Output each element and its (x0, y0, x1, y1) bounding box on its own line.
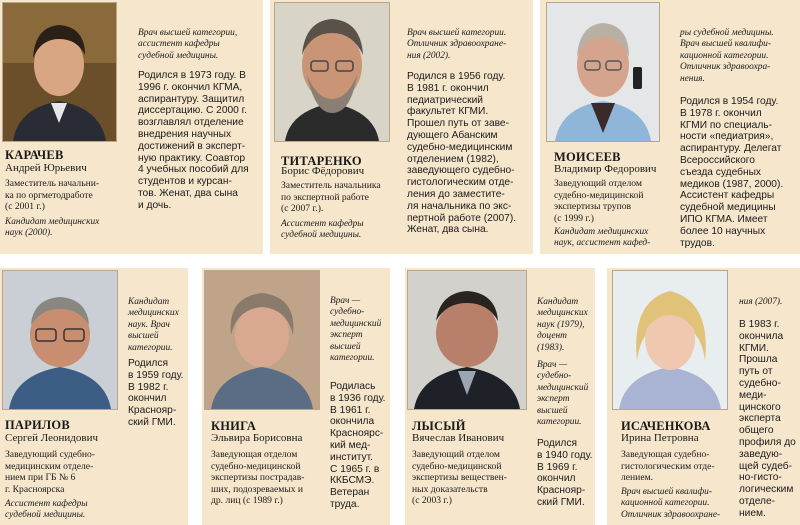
person-patronymic: Эльвира Борисовна (211, 432, 303, 444)
portrait-photo-parilov (2, 270, 118, 410)
person-bio: Родился в 1956 году. В 1981 г. окончил педиатрический факультет КГМИ. Прошел путь от заве- дующего Абанским судебно-медицинским отделением (1982), заведующего судебно- гистологическим отде- ления до заместите- ля начальника по экс- пертной работе (2007). Женат, два сына. (407, 71, 517, 236)
person-patronymic: Ирина Петровна (621, 432, 699, 444)
person-degree: Ассистент кафедры судебной медицины. (5, 499, 88, 521)
person-bio: Родился в 1959 году. В 1982 г. окончил Краснояр- ский ГМИ. (128, 358, 184, 428)
person-bio: Родился в 1940 году. В 1969 г. окончил Краснояр- ский ГМИ. (537, 438, 593, 508)
person-position: Заместитель начальника по экспертной работе (с 2007 г.). (281, 180, 381, 215)
person-degree: Ассистент кафедры судебной медицины. (281, 219, 364, 241)
person-patronymic: Андрей Юрьевич (5, 162, 87, 174)
person-position: Заместитель начальни- ка по оргметодработе (с 2001 г.) (5, 178, 100, 213)
person-title: Кандидат медицинских наук (1979), доцент (1983). (537, 297, 588, 353)
person-title: Врач высшей категории. Отличник здравоохране- ния (2002). (407, 28, 507, 61)
person-patronymic: Сергей Леонидович (5, 432, 98, 444)
person-patronymic: Владимир Федорович (554, 163, 657, 175)
person-degree: Врач высшей квалифи- кационной категории. Отличник здравоохране- (621, 487, 721, 520)
person-title-2: Врач — судебно- медицинский эксперт высшей категории. (537, 360, 589, 428)
person-bio: Родилась в 1936 году. В 1961 г. окончила Красноярс- кий мед- институт. С 1965 г. в ККБСМЭ. Ветеран труда. (330, 381, 386, 510)
portrait-photo-moiseev (546, 2, 660, 142)
person-bio: Родился в 1973 году. В 1996 г. окончил КГМА, аспирантуру. Защитил диссертацию. С 2000 г. возглавлял отделение внедрения научных достижений в эксперт- ную практику. Соавтор 4 учебных пособий для студентов и курсан- тов. Женат, два сына и дочь. (138, 70, 249, 211)
person-bio: Родился в 1954 году. В 1978 г. окончил КГМИ по специаль- ности «педиатрия», аспирантуру. Делегат Всероссийского съезда судебных медиков (1987, 2000). Ассистент кафедры судебной медицины ИПО КГМА. Имеет более 10 научных трудов. (680, 96, 784, 249)
person-surname: ЛЫСЫЙ (412, 419, 466, 433)
person-surname: ПАРИЛОВ (5, 418, 70, 432)
person-position: Заведующая отделом судебно-медицинской экспертизы пострадав- ших, подозреваемых и др. лиц (с 1989 г.) (211, 449, 305, 507)
person-title: ры судебной медицины. Врач высшей квалифи- кационной категории. Отличник здравоохра- нения. (680, 28, 774, 84)
portrait-photo-lysyi (407, 270, 527, 410)
person-surname: КАРАЧЕВ (5, 148, 64, 162)
portrait-photo-kniga (204, 270, 320, 410)
person-degree: Кандидат медицинских наук (2000). (5, 217, 100, 239)
person-title: Врач высшей категории, ассистент кафедры судебной медицины. (138, 28, 238, 61)
person-patronymic: Борис Фёдорович (281, 165, 365, 177)
person-surname: КНИГА (211, 419, 257, 433)
person-title: Врач — судебно- медицинский эксперт высшей категории. (330, 296, 382, 364)
person-surname: МОИСЕЕВ (554, 150, 621, 164)
person-title: Кандидат медицинских наук. Врач высшей категории. (128, 297, 179, 353)
person-position: Заведующий отделом судебно-медицинской экспертизы трупов (с 1999 г.) (554, 178, 644, 224)
person-degree: Кандидат медицинских наук, ассистент кафед- (554, 227, 651, 249)
person-patronymic: Вячеслав Иванович (412, 432, 505, 444)
portrait-photo-titarenko (274, 2, 390, 142)
person-surname: ТИТАРЕНКО (281, 154, 362, 168)
person-position: Заведующий отделом судебно-медицинской экспертизы веществен- ных доказательств (с 2003 г.) (412, 449, 507, 507)
person-surname: ИСАЧЕНКОВА (621, 419, 711, 433)
person-position: Заведующая судебно- гистологическим отде- лением. (621, 449, 715, 484)
person-title: ния (2007). (739, 297, 783, 307)
portrait-photo-isachenkova (612, 270, 728, 410)
person-bio: В 1983 г. окончила КГМИ. Прошла путь от судебно- меди- цинского эксперта общего профиля до заведую- щей судеб- но-гисто- логическим отделе- нием. (739, 319, 796, 519)
person-position: Заведующий судебно- медицинским отделе- нием при ГБ № 6 г. Красноярска (5, 449, 96, 495)
portrait-photo-karachev (2, 2, 117, 142)
